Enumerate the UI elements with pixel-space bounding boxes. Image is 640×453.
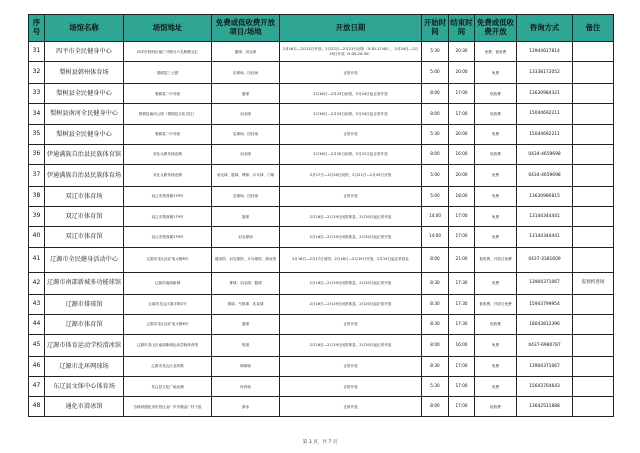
table-row xyxy=(29,294,614,314)
cell-venue-name: 双辽市体育馆 xyxy=(45,227,124,247)
cell-start-time: 14:00 xyxy=(422,207,449,227)
cell-end-time: 17:00 xyxy=(449,104,475,124)
cell-remark xyxy=(573,227,614,247)
cell-venue-address: 双辽市郑西街179号 xyxy=(124,186,212,206)
cell-end-time: 17:00 xyxy=(449,207,475,227)
cell-open-items: 羽毛球、篮球、网球、乒乓球、门球 xyxy=(212,164,280,186)
cell-fee-type: 低收费、开放日免费 xyxy=(475,294,517,314)
cell-open-dates: 正常开放 xyxy=(280,186,422,206)
cell-remark xyxy=(573,186,614,206)
cell-seq: 47 xyxy=(29,377,45,397)
cell-seq: 48 xyxy=(29,397,45,417)
cell-end-time: 17:00 xyxy=(449,397,475,417)
header-venue-name: 场馆名称 xyxy=(45,15,124,42)
cell-open-items: 体育场 xyxy=(212,377,280,397)
cell-open-dates: 2月16日—2月19日闭馆休息，2月20日起正常开放 xyxy=(280,272,422,294)
cell-start-time: 5:00 xyxy=(422,62,449,84)
cell-open-items: 短道 xyxy=(212,334,280,356)
page-footer: 第 3 页，共 7 页 xyxy=(302,440,338,445)
header-contact: 咨询方式 xyxy=(517,15,573,42)
cell-remark xyxy=(573,104,614,124)
cell-open-dates: 2月16日—2月19日闭馆休息，2月20日起正常开放 xyxy=(280,227,422,247)
cell-contact: 13144344441 xyxy=(517,227,573,247)
cell-remark: 需预约进场 xyxy=(573,272,614,294)
table-row xyxy=(29,272,614,294)
cell-end-time: 20:00 xyxy=(449,62,475,84)
cell-fee-type: 低收费 xyxy=(475,314,517,334)
cell-venue-address: 四平市铁西区南仁兴街与六孔桥路交汇 xyxy=(124,42,212,62)
cell-open-dates: 2月16日—2月20日闭馆，2月21日起正常开放 xyxy=(280,144,422,164)
cell-seq: 39 xyxy=(29,207,45,227)
cell-fee-type: 低收费 xyxy=(475,397,517,417)
cell-contact: 15643764643 xyxy=(517,377,573,397)
cell-end-time: 17:00 xyxy=(449,356,475,376)
cell-fee-type: 免费 xyxy=(475,124,517,144)
cell-open-dates: 2月17日—2月20日闭馆，2月21日—2月29日开放 xyxy=(280,164,422,186)
cell-end-time: 17:00 xyxy=(449,84,475,104)
cell-open-items: 滑冰 xyxy=(212,397,280,417)
cell-open-dates: 正常开放 xyxy=(280,124,422,144)
cell-venue-name: 辽源市排球馆 xyxy=(45,294,124,314)
cell-venue-name: 梨树县南河全民健身中心 xyxy=(45,104,124,124)
table-row xyxy=(29,334,614,356)
cell-start-time: 8:00 xyxy=(422,397,449,417)
cell-contact: 15044692211 xyxy=(517,124,573,144)
cell-start-time: 8:30 xyxy=(422,314,449,334)
cell-seq: 36 xyxy=(29,144,45,164)
cell-venue-address: 梨树县二中对面 xyxy=(124,84,212,104)
cell-seq: 35 xyxy=(29,124,45,144)
cell-start-time: 8:30 xyxy=(422,356,449,376)
cell-open-dates: 2月16日—2月19日闭馆休息，2月20日起正常开放 xyxy=(280,334,422,356)
cell-fee-type: 免费 xyxy=(475,207,517,227)
cell-remark xyxy=(573,42,614,62)
cell-end-time: 17:00 xyxy=(449,227,475,247)
table-row xyxy=(29,84,614,104)
cell-seq: 41 xyxy=(29,247,45,272)
cell-fee-type: 免费 xyxy=(475,227,517,247)
cell-seq: 38 xyxy=(29,186,45,206)
cell-seq: 31 xyxy=(29,42,45,62)
table-row xyxy=(29,124,614,144)
table-row xyxy=(29,207,614,227)
cell-open-dates: 2月16日—2月19日闭馆休息，2月20日起正常开放 xyxy=(280,294,422,314)
cell-remark xyxy=(573,62,614,84)
header-remark: 备注 xyxy=(573,15,614,42)
cell-contact: 15044692211 xyxy=(517,104,573,124)
cell-open-dates: 正常开放 xyxy=(280,377,422,397)
cell-remark xyxy=(573,247,614,272)
cell-remark xyxy=(573,164,614,186)
cell-venue-address: 东辽县文化广场北侧 xyxy=(124,377,212,397)
cell-contact: 13630984321 xyxy=(517,84,573,104)
cell-venue-address: 梨树县三公园 xyxy=(124,62,212,84)
cell-open-dates: 2月16日—2月19日闭馆休息，2月20日起正常开放 xyxy=(280,207,422,227)
cell-start-time: 5:30 xyxy=(422,124,449,144)
cell-contact: 0437-3381609 xyxy=(517,247,573,272)
cell-end-time: 16:00 xyxy=(449,144,475,164)
cell-start-time: 8:30 xyxy=(422,272,449,294)
cell-open-items: 足球场、田径场 xyxy=(212,62,280,84)
cell-remark xyxy=(573,397,614,417)
cell-open-items: 篮球 xyxy=(212,314,280,334)
cell-venue-name: 辽源市体育运动学校滑冰馆 xyxy=(45,334,124,356)
cell-venue-name: 伊通满族自治县民族体育场 xyxy=(45,164,124,186)
header-start-time: 开始时间 xyxy=(422,15,449,42)
cell-fee-type: 免费 xyxy=(475,186,517,206)
cell-end-time: 16:00 xyxy=(449,334,475,356)
cell-fee-type: 低收费 xyxy=(475,144,517,164)
cell-contact: 0434-4659698 xyxy=(517,164,573,186)
cell-seq: 45 xyxy=(29,334,45,356)
cell-venue-name: 辽源市北环网球场 xyxy=(45,356,124,376)
cell-venue-name: 四平市全民健身中心 xyxy=(45,42,124,62)
cell-venue-address: 双辽市郑西街179号 xyxy=(124,227,212,247)
table-row xyxy=(29,397,614,417)
cell-open-dates: 2月16日—2月23日闭馆，2月24日起正常开放 xyxy=(280,84,422,104)
cell-end-time: 17:30 xyxy=(449,294,475,314)
cell-open-dates: 2月16日—2月23日闭馆，2月24日起正常开放 xyxy=(280,104,422,124)
header-row xyxy=(29,15,614,42)
table-row xyxy=(29,164,614,186)
cell-open-dates: 正常开放 xyxy=(280,356,422,376)
table-row xyxy=(29,227,614,247)
cell-venue-address: 辽源市龙山区矿电大街6号 xyxy=(124,314,212,334)
cell-remark xyxy=(573,356,614,376)
table-row xyxy=(29,186,614,206)
cell-remark xyxy=(573,124,614,144)
cell-start-time: 5:00 xyxy=(422,186,449,206)
cell-open-items: 排球、羽毛球、篮球 xyxy=(212,272,280,294)
cell-seq: 33 xyxy=(29,84,45,104)
cell-venue-address: 辽源市龙山区北环路 xyxy=(124,356,212,376)
cell-venue-address: 吉林省通化市东昌区金厂乡乡镇金厂村十组 xyxy=(124,397,212,417)
cell-seq: 43 xyxy=(29,294,45,314)
cell-venue-address: 双辽市郑西街179号 xyxy=(124,207,212,227)
cell-open-items: 排球、气排球、匹克球 xyxy=(212,294,280,314)
cell-seq: 42 xyxy=(29,272,45,294)
cell-start-time: 8:30 xyxy=(422,294,449,314)
cell-venue-address: 辽源市龙山区矿电大街6号 xyxy=(124,247,212,272)
cell-fee-type: 免费 xyxy=(475,164,517,186)
cell-start-time: 8:00 xyxy=(422,104,449,124)
cell-open-items: 羽毛球 xyxy=(212,104,280,124)
cell-contact: 13630980815 xyxy=(517,186,573,206)
cell-remark xyxy=(573,377,614,397)
cell-seq: 34 xyxy=(29,104,45,124)
cell-venue-name: 梨树县全民健身中心 xyxy=(45,124,124,144)
cell-venue-name: 梨树县全民健身中心 xyxy=(45,84,124,104)
cell-venue-name: 梨树县韩州体育场 xyxy=(45,62,124,84)
cell-end-time: 20:00 xyxy=(449,124,475,144)
table-row xyxy=(29,104,614,124)
cell-venue-name: 东辽县文体中心体育场 xyxy=(45,377,124,397)
cell-contact: 13338172052 xyxy=(517,62,573,84)
cell-contact: 0434-4659698 xyxy=(517,144,573,164)
cell-remark xyxy=(573,314,614,334)
cell-open-dates: 2月18日—2月21日开放，2月22日—2月23日闭馆（5:30-17:00），2月24日—2月29日开放（5:30-20:30） xyxy=(280,42,422,62)
cell-fee-type: 免费 xyxy=(475,334,517,356)
cell-open-items: 篮球 xyxy=(212,207,280,227)
cell-venue-name: 通化市滑冰馆 xyxy=(45,397,124,417)
cell-contact: 18043812396 xyxy=(517,314,573,334)
cell-fee-type: 免费 xyxy=(475,356,517,376)
cell-end-time: 17:30 xyxy=(449,314,475,334)
cell-seq: 44 xyxy=(29,314,45,334)
table-row xyxy=(29,42,614,62)
header-open-items: 免费或低收费开放项目/场地 xyxy=(212,15,280,42)
cell-venue-address: 宋仕大路东段北侧 xyxy=(124,144,212,164)
cell-start-time: 8:00 xyxy=(422,334,449,356)
table-row xyxy=(29,314,614,334)
cell-remark xyxy=(573,294,614,314)
cell-contact: 15943799954 xyxy=(517,294,573,314)
cell-start-time: 8:00 xyxy=(422,247,449,272)
header-end-time: 结束时间 xyxy=(449,15,475,42)
cell-seq: 32 xyxy=(29,62,45,84)
cell-open-dates: 正常开放 xyxy=(280,314,422,334)
cell-venue-address: 梨树县南河公园（梨树县文化对过） xyxy=(124,104,212,124)
cell-fee-type: 免费 xyxy=(475,62,517,84)
cell-end-time: 21:00 xyxy=(449,247,475,272)
cell-seq: 40 xyxy=(29,227,45,247)
cell-open-dates: 正常开放 xyxy=(280,62,422,84)
table-row xyxy=(29,144,614,164)
cell-start-time: 5:00 xyxy=(422,164,449,186)
cell-open-dates: 2月16日—2月17日闭馆，2月18日—2月19日开放，2月19日起正常营业 xyxy=(280,247,422,272)
header-fee-type: 免费或低收费开放 xyxy=(475,15,517,42)
table-row xyxy=(29,247,614,272)
cell-contact: 13144344441 xyxy=(517,207,573,227)
cell-fee-type: 低收费 xyxy=(475,104,517,124)
cell-contact: 13642511888 xyxy=(517,397,573,417)
table-row xyxy=(29,356,614,376)
cell-venue-address: 宋仕大路东段北侧 xyxy=(124,164,212,186)
header-seq: 序号 xyxy=(29,15,45,42)
cell-venue-name: 伊通满族自治县民族体育馆 xyxy=(45,144,124,164)
venue-table xyxy=(28,14,614,417)
cell-seq: 37 xyxy=(29,164,45,186)
cell-end-time: 20:30 xyxy=(449,42,475,62)
cell-seq: 46 xyxy=(29,356,45,376)
cell-open-items: 羽毛球场 xyxy=(212,227,280,247)
cell-venue-name: 双辽市体育场 xyxy=(45,186,124,206)
cell-open-items: 足球场、田径场 xyxy=(212,186,280,206)
cell-end-time: 17:30 xyxy=(449,272,475,294)
cell-venue-name: 双辽市体育馆 xyxy=(45,207,124,227)
cell-contact: 13904371067 xyxy=(517,272,573,294)
cell-start-time: 5:30 xyxy=(422,377,449,397)
cell-open-dates: 正常开放 xyxy=(280,397,422,417)
cell-start-time: 8:00 xyxy=(422,144,449,164)
cell-venue-name: 辽源市体育馆 xyxy=(45,314,124,334)
cell-remark xyxy=(573,84,614,104)
cell-fee-type: 免费、低收费 xyxy=(475,42,517,62)
cell-fee-type: 低收费、开放日免费 xyxy=(475,247,517,272)
cell-venue-name: 辽源市南部新城多功能球馆 xyxy=(45,272,124,294)
cell-open-items: 网球场 xyxy=(212,356,280,376)
cell-venue-name: 辽源市全民健身活动中心 xyxy=(45,247,124,272)
cell-open-items: 足球场、田径场 xyxy=(212,124,280,144)
cell-start-time: 14:00 xyxy=(422,227,449,247)
cell-open-items: 篮球、羽毛球 xyxy=(212,42,280,62)
cell-open-items: 健身馆、羽毛球馆、乒乓球馆、游泳馆 xyxy=(212,247,280,272)
cell-venue-address: 梨树县二中对面 xyxy=(124,124,212,144)
cell-remark xyxy=(573,334,614,356)
cell-venue-address: 辽源市龙山区南部新城运动学校体育馆 xyxy=(124,334,212,356)
header-venue-address: 场馆地址 xyxy=(124,15,212,42)
cell-venue-address: 辽源市南部新城 xyxy=(124,272,212,294)
cell-contact: 0437-6980787 xyxy=(517,334,573,356)
cell-open-items: 羽毛球 xyxy=(212,144,280,164)
cell-start-time: 5:30 xyxy=(422,42,449,62)
header-open-dates: 开放日期 xyxy=(280,15,422,42)
cell-contact: 13904371067 xyxy=(517,356,573,376)
cell-end-time: 18:00 xyxy=(449,186,475,206)
cell-fee-type: 低收费 xyxy=(475,84,517,104)
cell-contact: 13944617814 xyxy=(517,42,573,62)
cell-venue-address: 辽源市龙山区鸿宇街1号 xyxy=(124,294,212,314)
cell-remark xyxy=(573,207,614,227)
cell-start-time: 8:00 xyxy=(422,84,449,104)
cell-remark xyxy=(573,144,614,164)
cell-open-items: 篮球 xyxy=(212,84,280,104)
cell-fee-type: 免费 xyxy=(475,377,517,397)
cell-fee-type: 免费 xyxy=(475,272,517,294)
cell-end-time: 17:00 xyxy=(449,377,475,397)
table-row xyxy=(29,62,614,84)
table-row xyxy=(29,377,614,397)
cell-end-time: 20:00 xyxy=(449,164,475,186)
